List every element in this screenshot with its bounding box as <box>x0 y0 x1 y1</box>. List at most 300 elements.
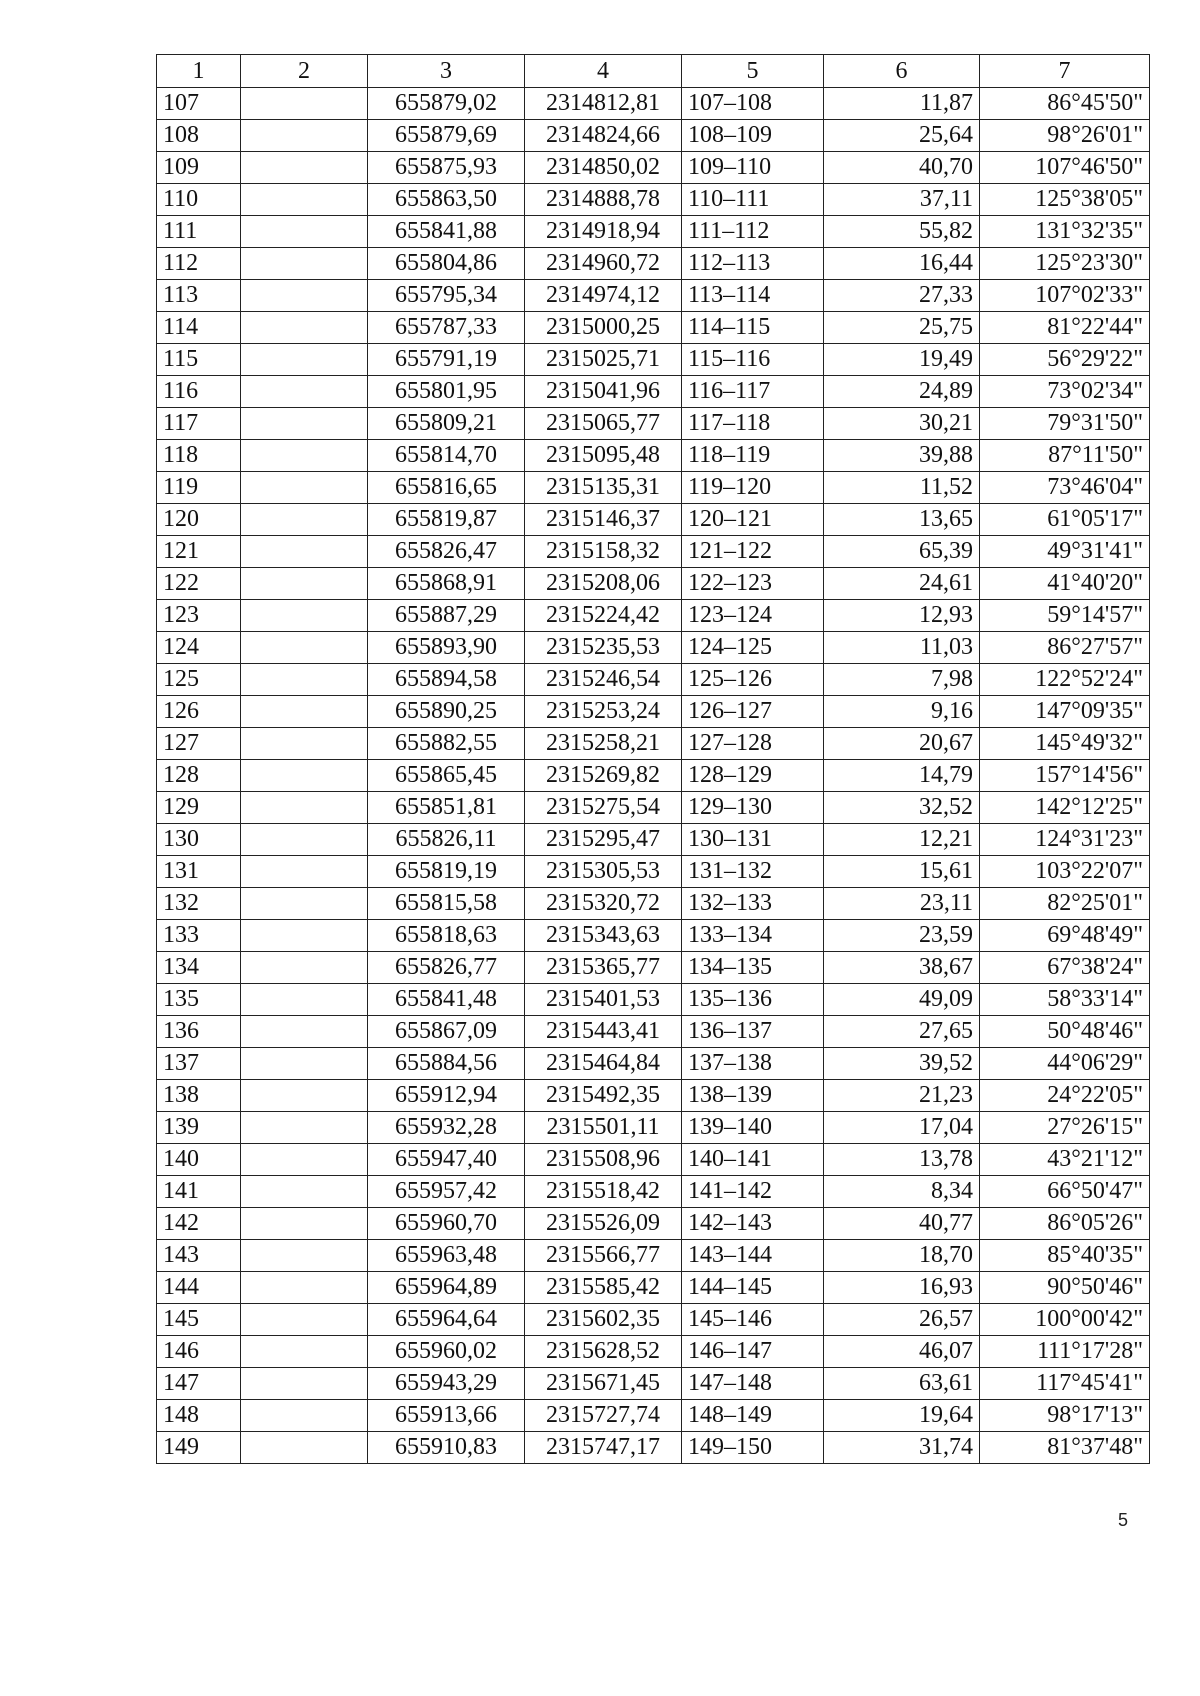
length-cell: 65,39 <box>824 536 980 568</box>
point-number-cell: 112 <box>157 248 241 280</box>
segment-cell: 108–109 <box>682 120 824 152</box>
length-cell: 38,67 <box>824 952 980 984</box>
table-row <box>157 824 1150 856</box>
empty-cell <box>241 1208 368 1240</box>
x-coordinate-cell: 655910,83 <box>368 1432 525 1464</box>
empty-cell <box>241 824 368 856</box>
table-row <box>157 376 1150 408</box>
empty-cell <box>241 920 368 952</box>
length-cell: 13,78 <box>824 1144 980 1176</box>
y-coordinate-cell: 2315526,09 <box>525 1208 682 1240</box>
length-cell: 49,09 <box>824 984 980 1016</box>
x-coordinate-cell: 655963,48 <box>368 1240 525 1272</box>
segment-cell: 113–114 <box>682 280 824 312</box>
point-number-cell: 107 <box>157 88 241 120</box>
length-cell: 19,64 <box>824 1400 980 1432</box>
point-number-cell: 130 <box>157 824 241 856</box>
y-coordinate-cell: 2314888,78 <box>525 184 682 216</box>
table-row <box>157 536 1150 568</box>
length-cell: 16,44 <box>824 248 980 280</box>
length-cell: 16,93 <box>824 1272 980 1304</box>
table-row <box>157 88 1150 120</box>
empty-cell <box>241 568 368 600</box>
segment-cell: 121–122 <box>682 536 824 568</box>
angle-cell: 86°05'26" <box>980 1208 1150 1240</box>
length-cell: 31,74 <box>824 1432 980 1464</box>
empty-cell <box>241 760 368 792</box>
length-cell: 25,64 <box>824 120 980 152</box>
angle-cell: 107°46'50" <box>980 152 1150 184</box>
segment-cell: 120–121 <box>682 504 824 536</box>
length-cell: 19,49 <box>824 344 980 376</box>
angle-cell: 87°11'50" <box>980 440 1150 472</box>
table-row <box>157 184 1150 216</box>
empty-cell <box>241 632 368 664</box>
angle-cell: 122°52'24" <box>980 664 1150 696</box>
angle-cell: 61°05'17" <box>980 504 1150 536</box>
x-coordinate-cell: 655841,88 <box>368 216 525 248</box>
angle-cell: 124°31'23" <box>980 824 1150 856</box>
x-coordinate-cell: 655826,11 <box>368 824 525 856</box>
point-number-cell: 110 <box>157 184 241 216</box>
x-coordinate-cell: 655894,58 <box>368 664 525 696</box>
y-coordinate-cell: 2315258,21 <box>525 728 682 760</box>
point-number-cell: 126 <box>157 696 241 728</box>
angle-cell: 117°45'41" <box>980 1368 1150 1400</box>
length-cell: 23,11 <box>824 888 980 920</box>
y-coordinate-cell: 2314960,72 <box>525 248 682 280</box>
length-cell: 7,98 <box>824 664 980 696</box>
segment-cell: 145–146 <box>682 1304 824 1336</box>
length-cell: 18,70 <box>824 1240 980 1272</box>
x-coordinate-cell: 655787,33 <box>368 312 525 344</box>
table-row <box>157 504 1150 536</box>
table-row <box>157 920 1150 952</box>
angle-cell: 81°37'48" <box>980 1432 1150 1464</box>
table-row <box>157 248 1150 280</box>
segment-cell: 134–135 <box>682 952 824 984</box>
angle-cell: 43°21'12" <box>980 1144 1150 1176</box>
point-number-cell: 139 <box>157 1112 241 1144</box>
length-cell: 20,67 <box>824 728 980 760</box>
table-row <box>157 1400 1150 1432</box>
y-coordinate-cell: 2314850,02 <box>525 152 682 184</box>
length-cell: 21,23 <box>824 1080 980 1112</box>
angle-cell: 85°40'35" <box>980 1240 1150 1272</box>
length-cell: 27,33 <box>824 280 980 312</box>
y-coordinate-cell: 2315464,84 <box>525 1048 682 1080</box>
point-number-cell: 117 <box>157 408 241 440</box>
header-cell: 1 <box>157 55 241 88</box>
x-coordinate-cell: 655826,77 <box>368 952 525 984</box>
x-coordinate-cell: 655887,29 <box>368 600 525 632</box>
y-coordinate-cell: 2315025,71 <box>525 344 682 376</box>
y-coordinate-cell: 2315343,63 <box>525 920 682 952</box>
segment-cell: 116–117 <box>682 376 824 408</box>
segment-cell: 112–113 <box>682 248 824 280</box>
table-row <box>157 1176 1150 1208</box>
length-cell: 39,88 <box>824 440 980 472</box>
empty-cell <box>241 472 368 504</box>
header-cell: 5 <box>682 55 824 88</box>
empty-cell <box>241 376 368 408</box>
empty-cell <box>241 984 368 1016</box>
point-number-cell: 144 <box>157 1272 241 1304</box>
length-cell: 39,52 <box>824 1048 980 1080</box>
y-coordinate-cell: 2315443,41 <box>525 1016 682 1048</box>
table-row <box>157 440 1150 472</box>
page-number: 5 <box>1118 1510 1129 1530</box>
x-coordinate-cell: 655957,42 <box>368 1176 525 1208</box>
segment-cell: 122–123 <box>682 568 824 600</box>
empty-cell <box>241 792 368 824</box>
table-row <box>157 312 1150 344</box>
y-coordinate-cell: 2315501,11 <box>525 1112 682 1144</box>
y-coordinate-cell: 2315269,82 <box>525 760 682 792</box>
y-coordinate-cell: 2315041,96 <box>525 376 682 408</box>
empty-cell <box>241 1016 368 1048</box>
length-cell: 15,61 <box>824 856 980 888</box>
table-row <box>157 792 1150 824</box>
empty-cell <box>241 1240 368 1272</box>
point-number-cell: 114 <box>157 312 241 344</box>
length-cell: 24,61 <box>824 568 980 600</box>
header-cell: 4 <box>525 55 682 88</box>
x-coordinate-cell: 655879,69 <box>368 120 525 152</box>
empty-cell <box>241 1112 368 1144</box>
x-coordinate-cell: 655801,95 <box>368 376 525 408</box>
table-row <box>157 1112 1150 1144</box>
y-coordinate-cell: 2315295,47 <box>525 824 682 856</box>
point-number-cell: 145 <box>157 1304 241 1336</box>
point-number-cell: 111 <box>157 216 241 248</box>
table-row <box>157 728 1150 760</box>
x-coordinate-cell: 655943,29 <box>368 1368 525 1400</box>
angle-cell: 59°14'57" <box>980 600 1150 632</box>
y-coordinate-cell: 2314812,81 <box>525 88 682 120</box>
empty-cell <box>241 1304 368 1336</box>
point-number-cell: 116 <box>157 376 241 408</box>
x-coordinate-cell: 655913,66 <box>368 1400 525 1432</box>
point-number-cell: 132 <box>157 888 241 920</box>
table-row <box>157 472 1150 504</box>
coordinates-table <box>156 54 1150 1464</box>
length-cell: 40,77 <box>824 1208 980 1240</box>
y-coordinate-cell: 2315518,42 <box>525 1176 682 1208</box>
angle-cell: 98°26'01" <box>980 120 1150 152</box>
table-row <box>157 152 1150 184</box>
angle-cell: 90°50'46" <box>980 1272 1150 1304</box>
y-coordinate-cell: 2315602,35 <box>525 1304 682 1336</box>
table-row <box>157 120 1150 152</box>
empty-cell <box>241 1080 368 1112</box>
segment-cell: 142–143 <box>682 1208 824 1240</box>
table-row <box>157 568 1150 600</box>
header-cell: 3 <box>368 55 525 88</box>
header-cell: 2 <box>241 55 368 88</box>
empty-cell <box>241 1336 368 1368</box>
table-row <box>157 888 1150 920</box>
y-coordinate-cell: 2315492,35 <box>525 1080 682 1112</box>
point-number-cell: 109 <box>157 152 241 184</box>
x-coordinate-cell: 655932,28 <box>368 1112 525 1144</box>
x-coordinate-cell: 655879,02 <box>368 88 525 120</box>
empty-cell <box>241 600 368 632</box>
segment-cell: 143–144 <box>682 1240 824 1272</box>
table-row <box>157 1368 1150 1400</box>
length-cell: 24,89 <box>824 376 980 408</box>
segment-cell: 118–119 <box>682 440 824 472</box>
segment-cell: 138–139 <box>682 1080 824 1112</box>
angle-cell: 69°48'49" <box>980 920 1150 952</box>
length-cell: 40,70 <box>824 152 980 184</box>
segment-cell: 131–132 <box>682 856 824 888</box>
empty-cell <box>241 248 368 280</box>
angle-cell: 56°29'22" <box>980 344 1150 376</box>
point-number-cell: 119 <box>157 472 241 504</box>
point-number-cell: 146 <box>157 1336 241 1368</box>
point-number-cell: 115 <box>157 344 241 376</box>
table-row <box>157 1336 1150 1368</box>
length-cell: 32,52 <box>824 792 980 824</box>
x-coordinate-cell: 655875,93 <box>368 152 525 184</box>
angle-cell: 157°14'56" <box>980 760 1150 792</box>
table-row <box>157 856 1150 888</box>
angle-cell: 142°12'25" <box>980 792 1150 824</box>
x-coordinate-cell: 655865,45 <box>368 760 525 792</box>
empty-cell <box>241 1368 368 1400</box>
angle-cell: 147°09'35" <box>980 696 1150 728</box>
length-cell: 12,93 <box>824 600 980 632</box>
y-coordinate-cell: 2315566,77 <box>525 1240 682 1272</box>
x-coordinate-cell: 655804,86 <box>368 248 525 280</box>
segment-cell: 137–138 <box>682 1048 824 1080</box>
length-cell: 30,21 <box>824 408 980 440</box>
table-row <box>157 408 1150 440</box>
table-row <box>157 1432 1150 1464</box>
angle-cell: 98°17'13" <box>980 1400 1150 1432</box>
segment-cell: 127–128 <box>682 728 824 760</box>
point-number-cell: 134 <box>157 952 241 984</box>
angle-cell: 41°40'20" <box>980 568 1150 600</box>
empty-cell <box>241 696 368 728</box>
segment-cell: 132–133 <box>682 888 824 920</box>
segment-cell: 123–124 <box>682 600 824 632</box>
point-number-cell: 138 <box>157 1080 241 1112</box>
empty-cell <box>241 1272 368 1304</box>
angle-cell: 107°02'33" <box>980 280 1150 312</box>
segment-cell: 130–131 <box>682 824 824 856</box>
y-coordinate-cell: 2315235,53 <box>525 632 682 664</box>
table-row <box>157 1144 1150 1176</box>
angle-cell: 131°32'35" <box>980 216 1150 248</box>
point-number-cell: 120 <box>157 504 241 536</box>
segment-cell: 141–142 <box>682 1176 824 1208</box>
point-number-cell: 125 <box>157 664 241 696</box>
empty-cell <box>241 152 368 184</box>
point-number-cell: 142 <box>157 1208 241 1240</box>
table-row <box>157 632 1150 664</box>
point-number-cell: 135 <box>157 984 241 1016</box>
y-coordinate-cell: 2315135,31 <box>525 472 682 504</box>
segment-cell: 119–120 <box>682 472 824 504</box>
length-cell: 8,34 <box>824 1176 980 1208</box>
segment-cell: 126–127 <box>682 696 824 728</box>
angle-cell: 86°27'57" <box>980 632 1150 664</box>
x-coordinate-cell: 655960,02 <box>368 1336 525 1368</box>
y-coordinate-cell: 2315095,48 <box>525 440 682 472</box>
x-coordinate-cell: 655960,70 <box>368 1208 525 1240</box>
x-coordinate-cell: 655868,91 <box>368 568 525 600</box>
segment-cell: 136–137 <box>682 1016 824 1048</box>
empty-cell <box>241 888 368 920</box>
empty-cell <box>241 120 368 152</box>
point-number-cell: 129 <box>157 792 241 824</box>
x-coordinate-cell: 655863,50 <box>368 184 525 216</box>
segment-cell: 109–110 <box>682 152 824 184</box>
angle-cell: 73°46'04" <box>980 472 1150 504</box>
angle-cell: 58°33'14" <box>980 984 1150 1016</box>
empty-cell <box>241 856 368 888</box>
empty-cell <box>241 280 368 312</box>
angle-cell: 82°25'01" <box>980 888 1150 920</box>
point-number-cell: 123 <box>157 600 241 632</box>
point-number-cell: 121 <box>157 536 241 568</box>
length-cell: 14,79 <box>824 760 980 792</box>
table-row <box>157 1240 1150 1272</box>
y-coordinate-cell: 2315146,37 <box>525 504 682 536</box>
empty-cell <box>241 408 368 440</box>
segment-cell: 128–129 <box>682 760 824 792</box>
angle-cell: 125°38'05" <box>980 184 1150 216</box>
angle-cell: 81°22'44" <box>980 312 1150 344</box>
point-number-cell: 128 <box>157 760 241 792</box>
point-number-cell: 136 <box>157 1016 241 1048</box>
length-cell: 11,87 <box>824 88 980 120</box>
segment-cell: 148–149 <box>682 1400 824 1432</box>
angle-cell: 27°26'15" <box>980 1112 1150 1144</box>
angle-cell: 24°22'05" <box>980 1080 1150 1112</box>
x-coordinate-cell: 655809,21 <box>368 408 525 440</box>
empty-cell <box>241 728 368 760</box>
segment-cell: 111–112 <box>682 216 824 248</box>
table-row <box>157 600 1150 632</box>
point-number-cell: 148 <box>157 1400 241 1432</box>
y-coordinate-cell: 2315628,52 <box>525 1336 682 1368</box>
empty-cell <box>241 312 368 344</box>
x-coordinate-cell: 655819,19 <box>368 856 525 888</box>
length-cell: 37,11 <box>824 184 980 216</box>
point-number-cell: 133 <box>157 920 241 952</box>
point-number-cell: 127 <box>157 728 241 760</box>
y-coordinate-cell: 2314974,12 <box>525 280 682 312</box>
empty-cell <box>241 88 368 120</box>
y-coordinate-cell: 2315158,32 <box>525 536 682 568</box>
point-number-cell: 131 <box>157 856 241 888</box>
x-coordinate-cell: 655893,90 <box>368 632 525 664</box>
table-header-row <box>157 55 1150 88</box>
length-cell: 25,75 <box>824 312 980 344</box>
x-coordinate-cell: 655791,19 <box>368 344 525 376</box>
table-row <box>157 760 1150 792</box>
table-row <box>157 664 1150 696</box>
length-cell: 27,65 <box>824 1016 980 1048</box>
empty-cell <box>241 184 368 216</box>
y-coordinate-cell: 2315000,25 <box>525 312 682 344</box>
y-coordinate-cell: 2315401,53 <box>525 984 682 1016</box>
segment-cell: 129–130 <box>682 792 824 824</box>
y-coordinate-cell: 2315727,74 <box>525 1400 682 1432</box>
point-number-cell: 140 <box>157 1144 241 1176</box>
point-number-cell: 118 <box>157 440 241 472</box>
segment-cell: 146–147 <box>682 1336 824 1368</box>
angle-cell: 67°38'24" <box>980 952 1150 984</box>
point-number-cell: 124 <box>157 632 241 664</box>
angle-cell: 103°22'07" <box>980 856 1150 888</box>
y-coordinate-cell: 2315365,77 <box>525 952 682 984</box>
x-coordinate-cell: 655964,64 <box>368 1304 525 1336</box>
table-row <box>157 1016 1150 1048</box>
point-number-cell: 149 <box>157 1432 241 1464</box>
y-coordinate-cell: 2314824,66 <box>525 120 682 152</box>
length-cell: 63,61 <box>824 1368 980 1400</box>
point-number-cell: 113 <box>157 280 241 312</box>
table-body <box>157 55 1150 1464</box>
empty-cell <box>241 216 368 248</box>
table-row <box>157 1304 1150 1336</box>
segment-cell: 125–126 <box>682 664 824 696</box>
segment-cell: 133–134 <box>682 920 824 952</box>
segment-cell: 144–145 <box>682 1272 824 1304</box>
y-coordinate-cell: 2315208,06 <box>525 568 682 600</box>
point-number-cell: 141 <box>157 1176 241 1208</box>
angle-cell: 145°49'32" <box>980 728 1150 760</box>
x-coordinate-cell: 655867,09 <box>368 1016 525 1048</box>
angle-cell: 44°06'29" <box>980 1048 1150 1080</box>
y-coordinate-cell: 2315747,17 <box>525 1432 682 1464</box>
angle-cell: 100°00'42" <box>980 1304 1150 1336</box>
length-cell: 11,03 <box>824 632 980 664</box>
segment-cell: 115–116 <box>682 344 824 376</box>
x-coordinate-cell: 655815,58 <box>368 888 525 920</box>
table-row <box>157 344 1150 376</box>
segment-cell: 124–125 <box>682 632 824 664</box>
table-row <box>157 952 1150 984</box>
empty-cell <box>241 440 368 472</box>
segment-cell: 140–141 <box>682 1144 824 1176</box>
x-coordinate-cell: 655816,65 <box>368 472 525 504</box>
x-coordinate-cell: 655819,87 <box>368 504 525 536</box>
x-coordinate-cell: 655814,70 <box>368 440 525 472</box>
empty-cell <box>241 536 368 568</box>
empty-cell <box>241 952 368 984</box>
length-cell: 46,07 <box>824 1336 980 1368</box>
empty-cell <box>241 1400 368 1432</box>
angle-cell: 111°17'28" <box>980 1336 1150 1368</box>
point-number-cell: 137 <box>157 1048 241 1080</box>
table-row <box>157 984 1150 1016</box>
table-row <box>157 696 1150 728</box>
angle-cell: 66°50'47" <box>980 1176 1150 1208</box>
empty-cell <box>241 1144 368 1176</box>
header-cell: 6 <box>824 55 980 88</box>
segment-cell: 149–150 <box>682 1432 824 1464</box>
angle-cell: 50°48'46" <box>980 1016 1150 1048</box>
segment-cell: 117–118 <box>682 408 824 440</box>
angle-cell: 79°31'50" <box>980 408 1150 440</box>
y-coordinate-cell: 2315253,24 <box>525 696 682 728</box>
angle-cell: 86°45'50" <box>980 88 1150 120</box>
